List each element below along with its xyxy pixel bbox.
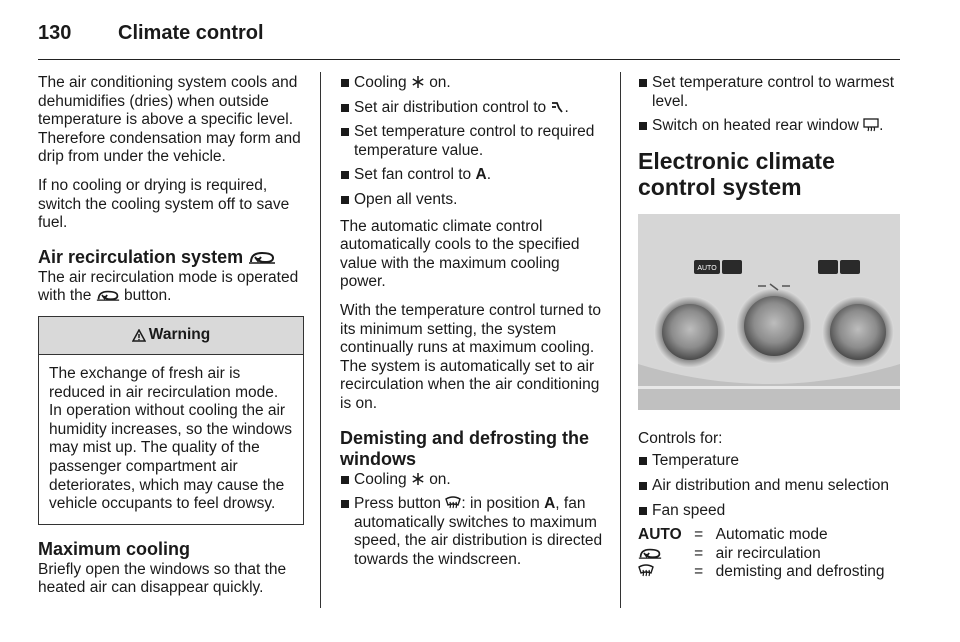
page-title: Climate control	[118, 22, 264, 44]
fan-speed-knob	[830, 304, 886, 360]
list-item: Set temperature control to warmest level.	[638, 74, 904, 111]
list-item: Switch on heated rear window .	[638, 117, 904, 136]
snowflake-icon	[411, 75, 425, 89]
air-recirculation-icon	[96, 288, 120, 302]
recirculation-button	[722, 260, 742, 274]
heading-maximum-cooling: Maximum cooling	[38, 538, 191, 559]
list-item: Temperature	[638, 452, 904, 471]
column-middle	[340, 74, 604, 577]
list-item: Set temperature control to required temperature value.	[340, 123, 604, 160]
list-item: Fan speed	[638, 502, 904, 521]
list-item: Set air distribution control to .	[340, 99, 604, 118]
page-header	[38, 18, 900, 60]
controls-list	[638, 452, 904, 520]
controls-for-label: Controls for:	[638, 429, 723, 447]
windscreen-defrost-icon	[638, 564, 654, 578]
list-item: Cooling on.	[340, 471, 604, 490]
column-divider	[320, 72, 321, 608]
warning-box	[38, 316, 304, 525]
air-recirculation-icon	[638, 546, 662, 560]
table-row	[638, 545, 885, 564]
column-left	[38, 74, 304, 608]
maximum-cooling-text: Briefly open the windows so that the heated air can disappear quickly.	[38, 560, 287, 597]
rear-heating-button	[840, 260, 860, 274]
warning-body: The exchange of fresh air is reduced in air recirculation mode. In operation without cooling the air humidity increases, so the windows may mist up. The quality of the passenger compartment air deteriorates, which may cause the vehicle occupants to feel drowsy.	[49, 364, 292, 513]
list-item: Cooling on.	[340, 74, 604, 93]
air-recirculation-icon	[248, 249, 276, 265]
air-distribution-icon	[550, 100, 564, 114]
climate-panel-illustration	[638, 214, 900, 410]
button-definitions-table	[638, 526, 885, 582]
list-item: Press button : in position A, fan automatically switches to maximum speed, the air distribution is directed towards the windscreen.	[340, 495, 604, 569]
defrost-button	[818, 260, 838, 274]
windscreen-defrost-icon	[445, 496, 461, 510]
definition-text: demisting and defrosting	[715, 563, 885, 581]
definition-equals: =	[694, 544, 704, 562]
snowflake-icon	[411, 472, 425, 486]
list-item: Open all vents.	[340, 191, 604, 210]
intro-paragraph: The air conditioning system cools and dehumidifies (dries) when outside temperature is above a specific level. Therefore condensation may form and drip from under the vehicle.	[38, 74, 301, 166]
svg-text:AUTO: AUTO	[697, 264, 717, 272]
air-distribution-knob	[744, 296, 804, 356]
minimum-setting-paragraph: With the temperature control turned to its minimum setting, the system continually runs at maximum cooling. The system is automatically set to air recirculation when the air conditioning is on.	[340, 301, 602, 412]
defrost-steps-list	[638, 74, 904, 136]
climate-panel-photo	[638, 214, 900, 410]
definition-equals: =	[694, 563, 704, 581]
recirculation-text: The air recirculation mode is operated with the button.	[38, 268, 299, 305]
heading-air-recirculation: Air recirculation system	[38, 247, 304, 268]
definition-text: air recirculation	[715, 544, 821, 562]
demisting-steps-list	[340, 471, 604, 570]
fuel-paragraph: If no cooling or drying is required, switch the cooling system off to save fuel.	[38, 176, 290, 232]
auto-button	[694, 260, 720, 274]
table-row	[638, 563, 885, 582]
column-divider	[620, 72, 621, 608]
list-item: Set fan control to A.	[340, 166, 604, 185]
warning-header: Warning	[39, 317, 303, 355]
heading-electronic-climate-control: Electronic climate control system	[638, 147, 835, 200]
table-row	[638, 526, 885, 545]
rear-window-heating-icon	[863, 118, 879, 132]
heading-demisting: Demisting and defrosting the windows	[340, 427, 590, 469]
auto-cooling-paragraph: The automatic climate control automatically cools to the specified value with the maximum cooling power.	[340, 217, 580, 291]
list-item: Air distribution and menu selection	[638, 477, 904, 496]
definition-equals: =	[694, 526, 704, 544]
column-right	[638, 74, 904, 582]
warning-triangle-icon	[132, 329, 146, 342]
definition-key: AUTO	[638, 526, 682, 544]
definition-text: Automatic mode	[715, 526, 828, 544]
cooling-steps-list	[340, 74, 604, 210]
temperature-knob	[662, 304, 718, 360]
page-number: 130	[38, 22, 72, 44]
